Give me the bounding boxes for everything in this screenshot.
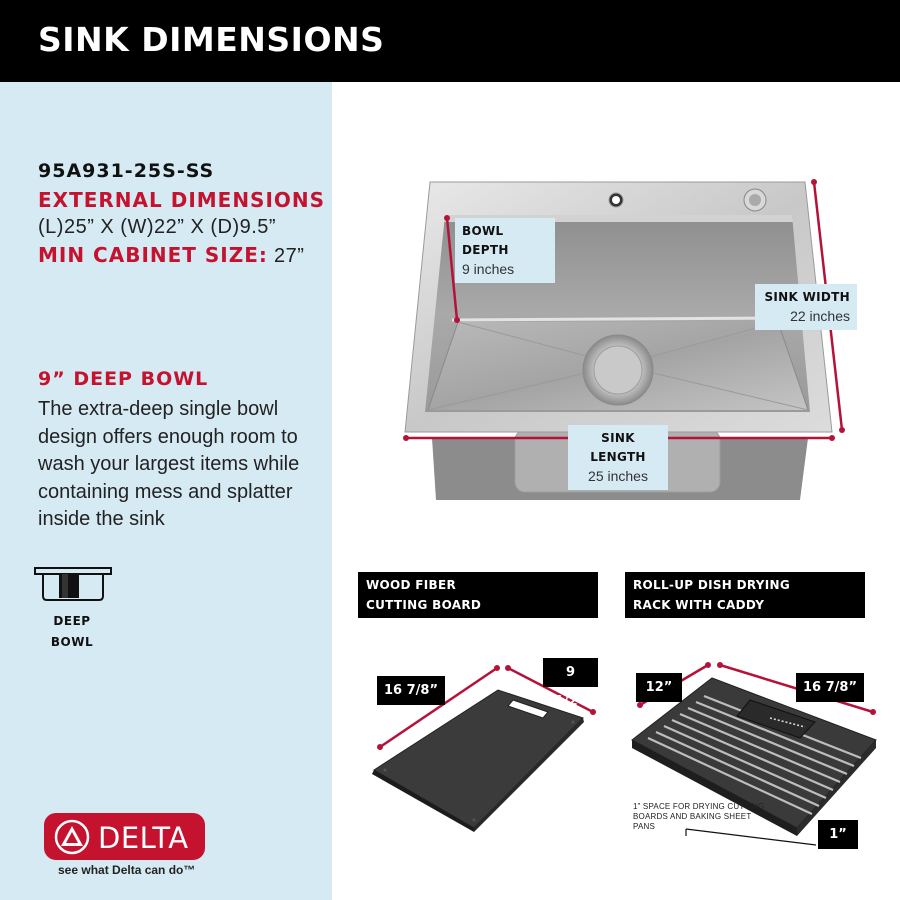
deep-bowl-description: The extra-deep single bowl design offers enough room to wash your largest items while containing mess and splatter inside the sink <box>38 398 300 530</box>
logo-wordmark: DELTA <box>98 821 189 855</box>
cutting-board-length-tag: 16 7/8” <box>377 676 445 705</box>
drying-rack-width-tag: 12” <box>636 673 682 702</box>
min-cabinet-label: MIN CABINET SIZE: <box>38 243 268 267</box>
page-title: SINK DIMENSIONS <box>38 20 385 59</box>
bowl-depth-label: BOWL DEPTH 9 inches <box>455 218 555 283</box>
header-bar <box>0 0 900 82</box>
external-dimensions-title: EXTERNAL DIMENSIONS <box>38 188 326 212</box>
external-dimensions-value: (L)25” X (W)22” X (D)9.5” <box>38 216 277 238</box>
deep-bowl-icon <box>33 565 113 605</box>
deep-bowl-title: 9” DEEP BOWL <box>38 368 209 390</box>
drying-rack-header: ROLL-UP DISH DRYING RACK WITH CADDY <box>625 572 865 618</box>
drying-rack-spacing-tag: 1” <box>818 820 858 849</box>
min-cabinet-value: 27” <box>267 245 305 267</box>
brand-tagline: see what Delta can do™ <box>58 863 196 877</box>
cutting-board-header: WOOD FIBER CUTTING BOARD <box>358 572 598 618</box>
delta-triangle-icon <box>54 819 90 855</box>
cutting-board-width-tag: 9 1/2” <box>543 658 598 687</box>
min-cabinet-size <box>38 243 304 268</box>
deep-bowl-label: DEEP BOWL <box>50 614 94 649</box>
delta-logo <box>44 813 205 860</box>
sink-width-label: SINK WIDTH 22 inches <box>755 284 857 330</box>
sink-length-label: SINK LENGTH 25 inches <box>568 425 668 490</box>
drying-rack-note: 1” SPACE FOR DRYING CUTTING BOARDS AND BAKING SHEET PANS <box>633 802 765 831</box>
model-number: 95A931-25S-SS <box>38 160 215 182</box>
drying-rack-length-tag: 16 7/8” <box>796 673 864 702</box>
